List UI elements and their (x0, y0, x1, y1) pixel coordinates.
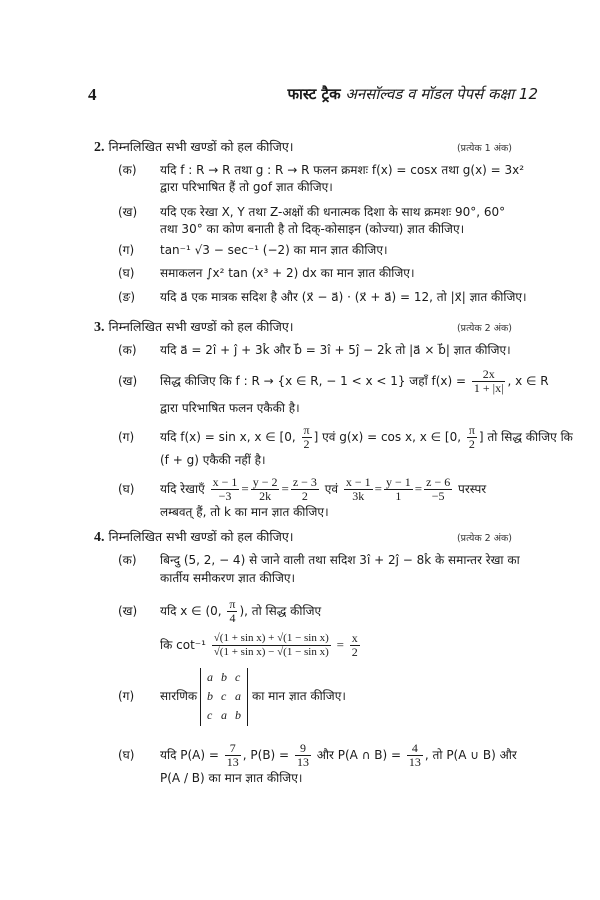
part-label: (घ) (118, 748, 135, 762)
fraction-numerator: y − 2 (252, 475, 278, 489)
det-cell: a (207, 670, 213, 684)
question-4-heading (94, 528, 294, 546)
fraction-denominator: 3k (352, 489, 365, 503)
fraction-numerator: z − 3 (292, 475, 317, 489)
det-cell: c (207, 708, 213, 722)
fraction-numerator: π (468, 423, 475, 437)
q2-part-gha (118, 265, 415, 281)
det-cell: c (235, 670, 241, 684)
part-label: (घ) (118, 266, 135, 280)
part-text: यदि x ∈ (0, (160, 604, 222, 618)
question-number: 4. (94, 530, 105, 545)
part-text: बिन्दु (5, 2, − 4) से जाने वाली तथा सदिश 3î + 2ĵ − 8k̂ के समान्तर रेखा का (160, 553, 520, 567)
fraction-numerator: π (303, 423, 310, 437)
fraction-numerator: 2x (472, 368, 506, 382)
equals-sign: = (336, 637, 344, 652)
fraction-numerator: z − 6 (426, 475, 451, 489)
q2-part-nga (118, 289, 527, 305)
fraction (251, 476, 280, 503)
part-label: (ग) (118, 430, 135, 444)
part-label: (ग) (118, 243, 135, 257)
determinant (200, 668, 248, 726)
part-text: यदि f : R → R तथा g : R → R फलन क्रमशः f(x) = cosx तथा g(x) = 3x² (160, 163, 525, 177)
part-text: यदि एक रेखा X, Y तथा Z-अक्षों की धनात्मक दिशा के साथ क्रमशः 90°, 60° (160, 205, 506, 219)
fraction-numerator: 4 (407, 742, 423, 756)
q2-part-ka-line2: द्वारा परिभाषित हैं तो gof ज्ञात कीजिए। (160, 180, 333, 194)
fraction-denominator: 2 (351, 645, 358, 659)
fraction-numerator: x (351, 631, 358, 645)
running-head-brand: फास्ट ट्रैक (287, 85, 341, 103)
part-text-tail: ), तो सिद्ध कीजिए (239, 604, 322, 618)
part-label: (क) (118, 553, 137, 567)
question-3-heading (94, 318, 294, 336)
fraction (344, 476, 373, 503)
fraction-denominator: 13 (296, 755, 309, 769)
part-text-mid: एवं (324, 482, 339, 496)
fraction-denominator: 4 (229, 611, 236, 625)
part-text-tail: , x ∈ R (507, 374, 549, 388)
cot-prefix: कि cot⁻¹ (160, 638, 206, 652)
fraction (424, 476, 452, 503)
part-text: यदि रेखाएँ (160, 482, 205, 496)
q2-part-ka (118, 162, 524, 178)
fraction-numerator: 9 (295, 742, 311, 756)
part-text-tail: परस्पर (458, 482, 487, 496)
fraction (211, 476, 240, 503)
fraction-numerator: x − 1 (212, 475, 238, 489)
q3-part-ka (118, 342, 511, 358)
running-head-title: अनसॉल्वड व मॉडल पेपर्स कक्षा 12 (345, 85, 538, 103)
fraction (225, 742, 241, 769)
part-text-mid: ] एवं g(x) = cos x, x ∈ [0, (313, 430, 462, 444)
fraction-numerator: 7 (225, 742, 241, 756)
question-title: निम्नलिखित सभी खण्डों को हल कीजिए। (108, 319, 294, 334)
fraction-denominator: 13 (408, 755, 421, 769)
q4-part-kha (118, 598, 321, 625)
fraction (295, 742, 311, 769)
q3-part-kha (118, 368, 549, 395)
fraction-denominator: 2k (259, 489, 272, 503)
fraction (302, 424, 312, 451)
fraction-denominator: 13 (226, 755, 239, 769)
q4-part-gha (118, 742, 517, 769)
question-number: 2. (94, 140, 105, 155)
det-cell: b (235, 708, 241, 722)
question-number: 3. (94, 320, 105, 335)
part-text: और P(A ∩ B) = (316, 748, 402, 762)
marks-label: (प्रत्येक 2 अंक) (456, 323, 512, 334)
question-2-heading (94, 138, 294, 156)
part-label: (क) (118, 163, 137, 177)
fraction (291, 476, 319, 503)
fraction (350, 632, 360, 659)
fraction-denominator: 2 (468, 437, 475, 451)
part-label: (ख) (118, 604, 138, 618)
fraction-numerator: x − 1 (345, 475, 371, 489)
fraction (407, 742, 423, 769)
fraction-numerator: √(1 + sin x) + √(1 − sin x) (213, 632, 329, 644)
fraction-denominator: 2 (301, 489, 308, 503)
fraction-denominator: −5 (431, 489, 445, 503)
fraction-denominator: √(1 + sin x) − √(1 − sin x) (213, 646, 329, 658)
part-text: समाकलन ∫x² tan (x³ + 2) dx का मान ज्ञात कीजिए। (160, 266, 415, 280)
q2-part-ga (118, 242, 388, 258)
det-cell: a (221, 708, 227, 722)
running-head (287, 84, 538, 104)
det-cell: c (221, 689, 227, 703)
fraction-denominator: −3 (218, 489, 232, 503)
fraction (384, 476, 413, 503)
marks-label: (प्रत्येक 2 अंक) (456, 533, 512, 544)
det-cell: b (221, 670, 227, 684)
fraction (227, 598, 237, 625)
part-text: यदि a⃗ एक मात्रक सदिश है और (x⃗ − a⃗) · (x⃗ + a⃗) = 12, तो |x⃗| ज्ञात कीजिए। (160, 290, 527, 304)
fraction-numerator: π (229, 597, 236, 611)
part-text: , तो P(A ∪ B) और (424, 748, 517, 762)
q4-part-gha-line2: P(A / B) का मान ज्ञात कीजिए। (160, 771, 303, 785)
part-label: (घ) (118, 482, 135, 496)
part-label: (क) (118, 343, 137, 357)
part-text: यदि a⃗ = 2î + ĵ + 3k̂ और b⃗ = 3î + 5ĵ − 2k̂ तो |a⃗ × b⃗| ज्ञात कीजिए। (160, 343, 511, 357)
big-fraction (212, 632, 331, 659)
q3-part-ga-line2: (f + g) एकैकी नहीं है। (160, 453, 266, 467)
part-label: (ख) (118, 374, 138, 388)
fraction (467, 424, 477, 451)
fraction (472, 368, 506, 395)
part-label: (ग) (118, 689, 135, 703)
part-label: (ख) (118, 205, 138, 219)
part-text: यदि f(x) = sin x, x ∈ [0, (160, 430, 296, 444)
q4-part-ga-tail: का मान ज्ञात कीजिए। (252, 689, 346, 703)
q2-part-kha-line2: तथा 30° का कोण बनाती है तो दिक्-कोसाइन (कोज्या) ज्ञात कीजिए। (160, 222, 465, 236)
question-title: निम्नलिखित सभी खण्डों को हल कीजिए। (108, 139, 294, 154)
part-text: tan⁻¹ √3 − sec⁻¹ (−2) का मान ज्ञात कीजिए। (160, 243, 388, 257)
det-cell: b (207, 689, 213, 703)
q3-part-ga (118, 424, 573, 451)
fraction-numerator: y − 1 (386, 475, 411, 489)
q4-part-ka-line2: कार्तीय समीकरण ज्ञात कीजिए। (160, 571, 296, 585)
part-text: , P(B) = (242, 748, 290, 762)
fraction-denominator: 1 (395, 489, 402, 503)
q4-part-ka (118, 552, 520, 568)
part-label: (ङ) (118, 290, 136, 304)
q4-part-kha-line2 (160, 632, 362, 659)
page-number: 4 (88, 85, 97, 104)
question-title: निम्नलिखित सभी खण्डों को हल कीजिए। (108, 529, 294, 544)
det-cell: a (235, 689, 241, 703)
marks-label: (प्रत्येक 1 अंक) (456, 143, 512, 154)
q2-part-kha (118, 204, 505, 220)
part-text-tail: ] तो सिद्ध कीजिए कि (478, 430, 573, 444)
part-text: यदि P(A) = (160, 748, 219, 762)
q3-part-gha-line2: लम्बवत् हैं, तो k का मान ज्ञात कीजिए। (160, 505, 329, 519)
part-text: सिद्ध कीजिए कि f : R → {x ∈ R, − 1 < x < 1} जहाँ f(x) = (160, 374, 467, 388)
q3-part-kha-line2: द्वारा परिभाषित फलन एकैकी है। (160, 401, 300, 415)
q4-part-ga (118, 688, 197, 704)
fraction-denominator: 2 (303, 437, 310, 451)
fraction-denominator: 1 + |x| (473, 381, 504, 395)
part-text: सारणिक (160, 689, 198, 703)
q3-part-gha: (घ) यदि रेखाएँ $\frac{x - 1}{-3}$ = $\frac{y - 2}{2k}$ = $\frac{z - 3}{2}$ एवं $\frac{x - 1}{3k}$ = $\frac{y - 1}{1}$ = $\frac{z - 6}{-5}$ परस्पर (118, 475, 487, 503)
